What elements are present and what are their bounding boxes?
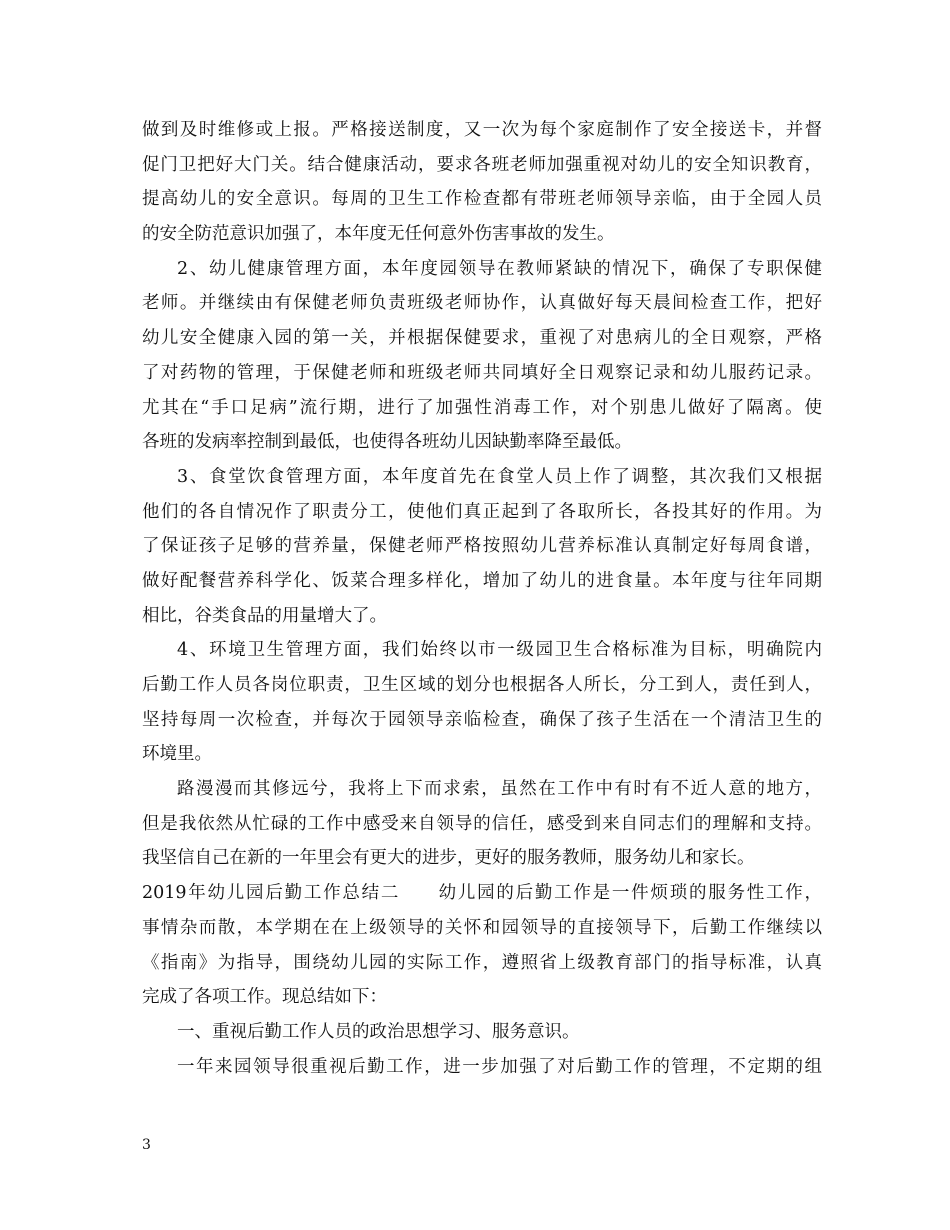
body-text [142, 113, 822, 1084]
text-line: 一年来园领导很重视后勤工作，进一步加强了对后勤工作的管理，不定期的组 [177, 1056, 822, 1077]
text-line: 环境里。 [142, 744, 212, 765]
text-line: 他们的各自情况作了职责分工，使他们真正起到了各取所长，各投其好的作用。为 [142, 501, 822, 522]
text-line: 坚持每周一次检查，并每次于园领导亲临检查，确保了孩子生活在一个清洁卫生的 [142, 709, 822, 730]
text-line: 了保证孩子足够的营养量，保健老师严格按照幼儿营养标准认真制定好每周食谱， [142, 536, 822, 557]
text-line: 的安全防范意识加强了，本年度无任何意外伤害事故的发生。 [142, 224, 615, 245]
page-number: 3 [142, 1137, 151, 1153]
text-line: 路漫漫而其修远兮，我将上下而求索，虽然在工作中有时有不近人意的地方， [177, 779, 822, 800]
text-line: 幼儿安全健康入园的第一关，并根据保健要求，重视了对患病儿的全日观察，严格 [142, 328, 822, 349]
text-line: 后勤工作人员各岗位职责，卫生区域的划分也根据各人所长，分工到人，责任到人， [142, 675, 822, 695]
text-line: 2、幼儿健康管理方面，本年度园领导在教师紧缺的情况下，确保了专职保健 [177, 258, 822, 279]
text-line: 3、食堂饮食管理方面，本年度首先在食堂人员上作了调整，其次我们又根据 [177, 466, 822, 487]
text-line: 提高幼儿的安全意识。每周的卫生工作检查都有带班老师领导亲临，由于全园人员 [142, 189, 822, 210]
text-line: 尤其在“手口足病”流行期，进行了加强性消毒工作，对个别患儿做好了隔离。使 [142, 397, 822, 418]
text-line: 事情杂而散，本学期在在上级领导的关怀和园领导的直接领导下，后勤工作继续以 [142, 917, 822, 938]
text-line: 我坚信自己在新的一年里会有更大的进步，更好的服务教师，服务幼儿和家长。 [142, 848, 755, 869]
text-line: 做到及时维修或上报。严格接送制度，又一次为每个家庭制作了安全接送卡，并督 [142, 120, 822, 140]
text-line: 做好配餐营养科学化、饭菜合理多样化，增加了幼儿的进食量。本年度与往年同期 [142, 570, 822, 591]
text-line: 但是我依然从忙碌的工作中感受来自领导的信任，感受到来自同志们的理解和支持。 [142, 813, 822, 834]
text-line: 《指南》为指导，围绕幼儿园的实际工作，遵照省上级教育部门的指导标准，认真 [142, 952, 822, 973]
text-line: 老师。并继续由有保健老师负责班级老师协作，认真做好每天晨间检查工作，把好 [142, 293, 822, 314]
text-line: 各班的发病率控制到最低，也使得各班幼儿因缺勤率降至最低。 [142, 432, 632, 453]
text-line: 完成了各项工作。现总结如下： [142, 987, 387, 1008]
text-line: 促门卫把好大门关。结合健康活动，要求各班老师加强重视对幼儿的安全知识教育， [142, 154, 822, 175]
text-line: 2019年幼儿园后勤工作总结二 幼儿园的后勤工作是一件烦琐的服务性工作， [142, 883, 822, 904]
text-line: 相比，谷类食品的用量增大了。 [142, 605, 387, 626]
text-line: 了对药物的管理，于保健老师和班级老师共同填好全日观察记录和幼儿服药记录。 [142, 362, 822, 383]
text-line: 一、重视后勤工作人员的政治思想学习、服务意识。 [177, 1021, 580, 1042]
text-line: 4、环境卫生管理方面，我们始终以市一级园卫生合格标准为目标，明确院内 [177, 640, 822, 661]
